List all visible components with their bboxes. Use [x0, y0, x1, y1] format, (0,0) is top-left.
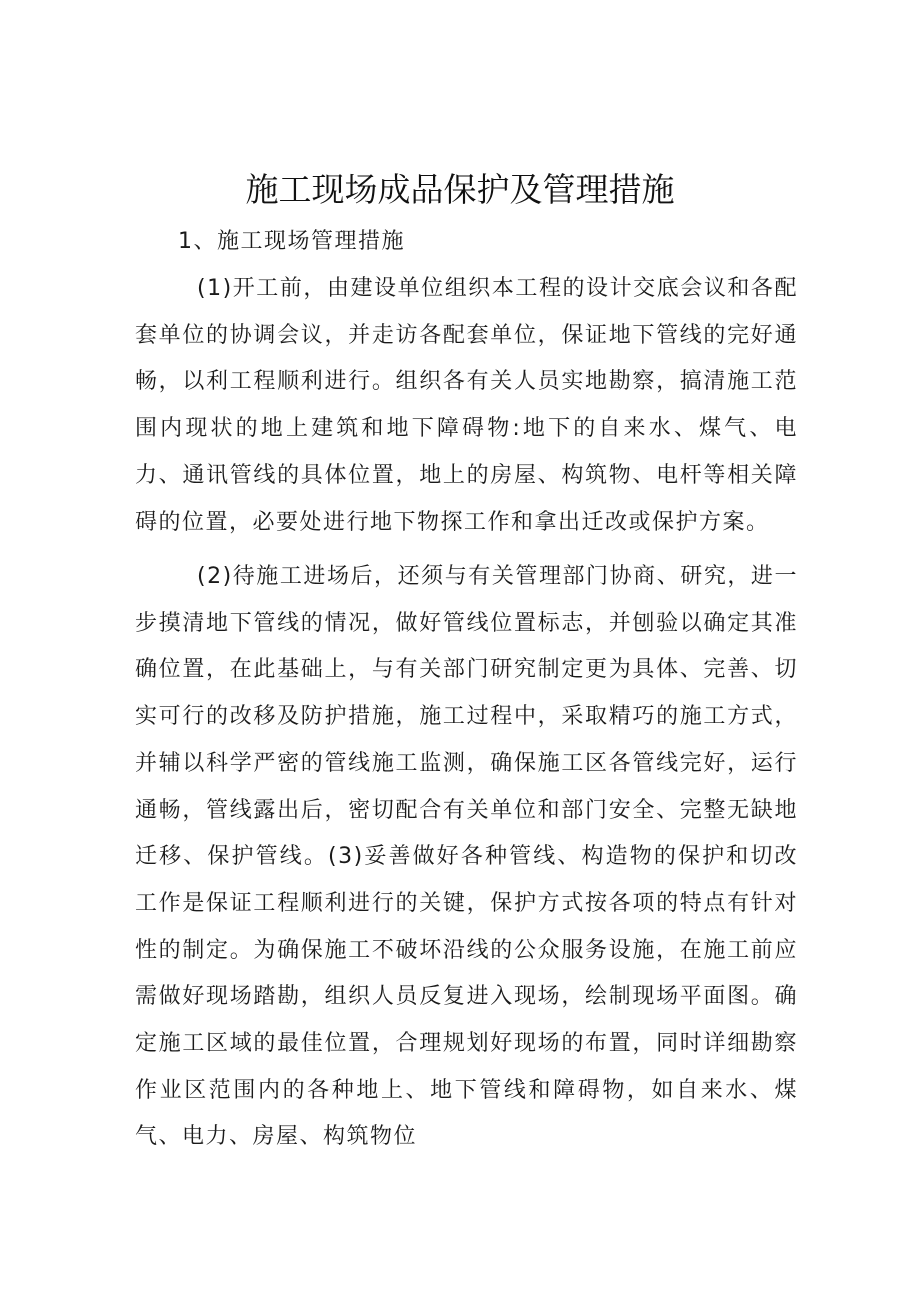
paragraph-1-text: (1)开工前，由建设单位组织本工程的设计交底会议和各配套单位的协调会议，并走访各配套单位，保证地下管线的完好通畅，以利工程顺利进行。组织各有关人员实地勘察，搞清施工范围内现状的地上建筑和地下障碍物:地下的自来水、煤气、电力、通讯管线的具体位置，地上的房屋、构筑物、电杆等相关障碍的位置，必要处进行地下物探工作和拿出迁改或保护方案。	[135, 276, 798, 535]
paragraph-2	[135, 554, 798, 1161]
document-title: 施工现场成品保护及管理措施	[245, 170, 675, 209]
paragraph-1	[135, 266, 798, 546]
paragraph-2-text: (2)待施工进场后，还须与有关管理部门协商、研究，进一步摸清地下管线的情况，做好管线位置标志，并刨验以确定其准确位置，在此基础上，与有关部门研究制定更为具体、完善、切实可行的改移及防护措施，施工过程中，采取精巧的施工方式，并辅以科学严密的管线施工监测，确保施工区各管线完好，运行通畅，管线露出后，密切配合有关单位和部门安全、完整无缺地迁移、保护管线。(3)妥善做好各种管线、构造物的保护和切改工作是保证工程顺利进行的关键，保护方式按各项的特点有针对性的制定。为确保施工不破坏沿线的公众服务设施，在施工前应需做好现场踏勘，组织人员反复进入现场，绘制现场平面图。确定施工区域的最佳位置，合理规划好现场的布置，同时详细勘察作业区范围内的各种地上、地下管线和障碍物，如自来水、煤气、电力、房屋、构筑物位	[135, 564, 798, 1150]
section-heading: 1、施工现场管理措施	[178, 229, 405, 254]
